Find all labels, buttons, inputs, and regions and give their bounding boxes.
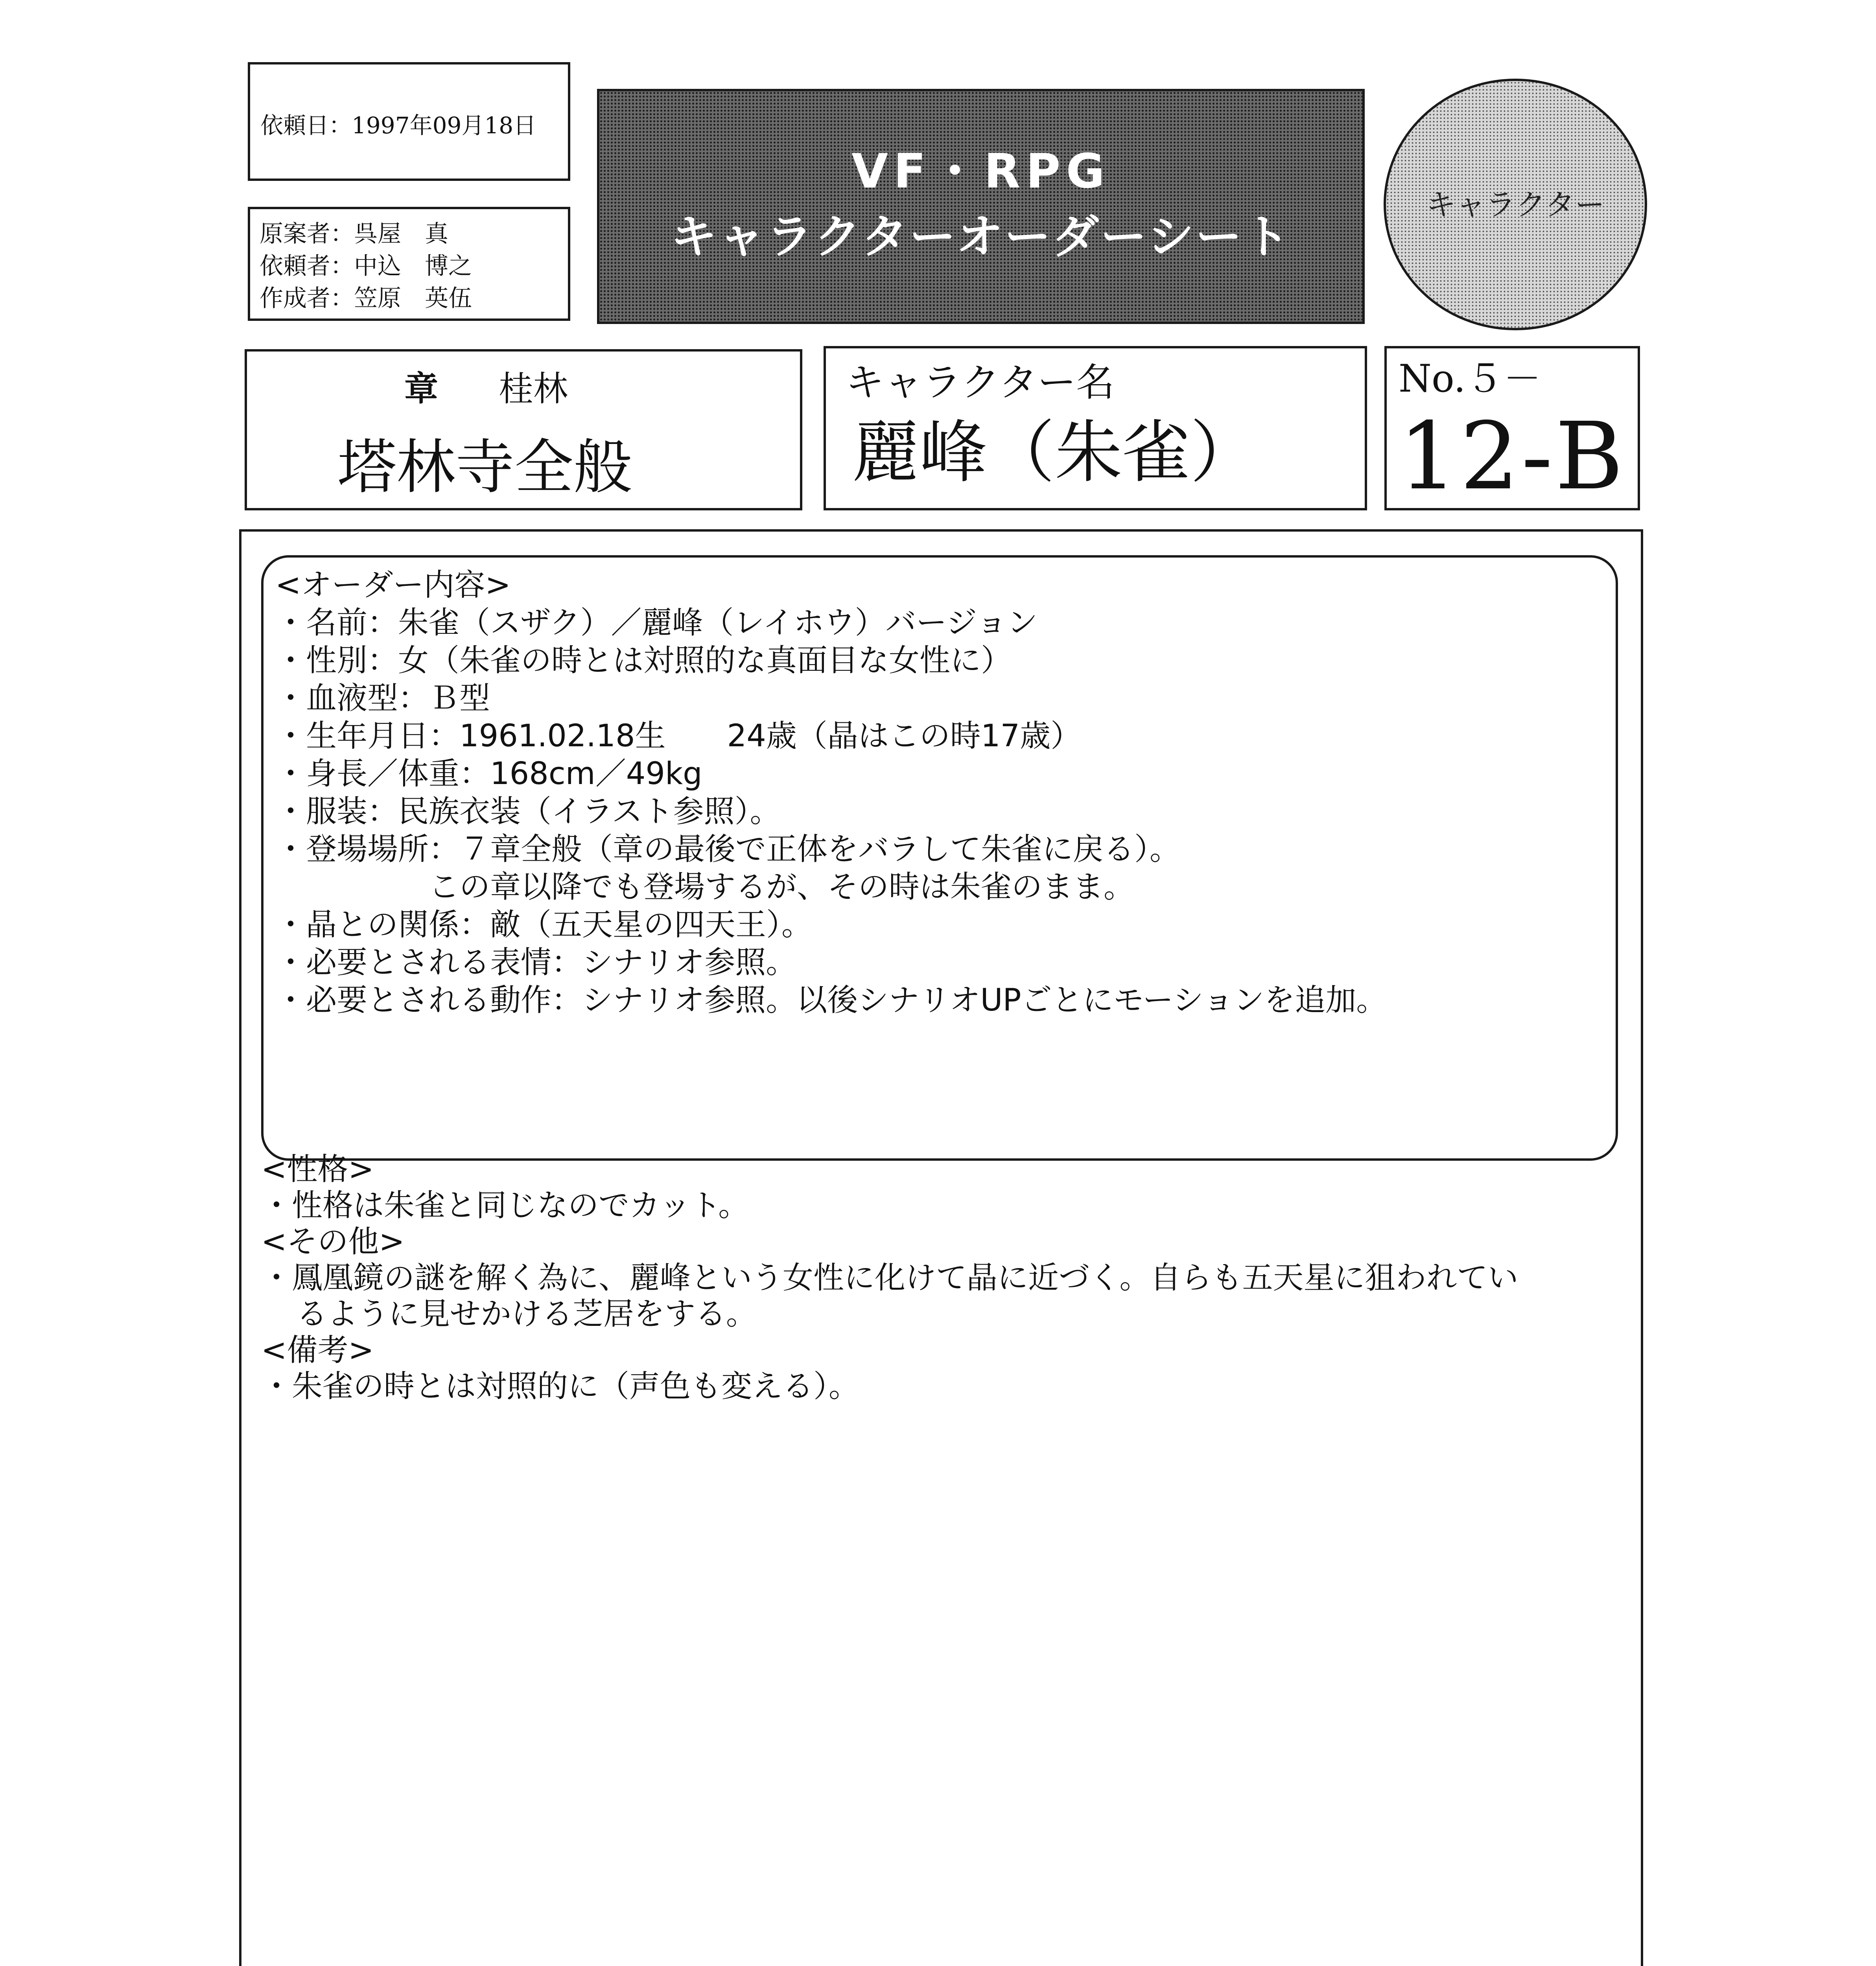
- order-line: ・登場場所：７章全般（章の最後で正体をバラして朱雀に戻る）。: [275, 832, 1181, 867]
- chapter-box: [245, 349, 802, 510]
- order-line: ・晶との関係：敵（五天星の四天王）。: [275, 907, 813, 943]
- order-line: ・身長／体重：168cm／49kg: [275, 756, 702, 792]
- order-line: ・必要とされる表情：シナリオ参照。: [275, 945, 797, 980]
- chapter-value: 塔林寺全般: [337, 433, 633, 502]
- personality-text: ・性格は朱雀と同じなのでカット。: [261, 1188, 749, 1223]
- order-line: ・性別：女（朱雀の時とは対照的な真面目な女性に）: [275, 643, 1012, 678]
- request-date-box: [248, 62, 570, 181]
- main-content-box: [239, 529, 1643, 1966]
- order-line: ・服装：民族衣装（イラスト参照）。: [275, 794, 781, 829]
- other-text: ・鳳凰鏡の謎を解く為に、麗峰という女性に化けて晶に近づく。自らも五天星に狙われてい: [261, 1260, 1518, 1296]
- order-line: ・血液型：Ｂ型: [275, 681, 490, 716]
- number-box: [1384, 346, 1640, 510]
- order-line: ・必要とされる動作：シナリオ参照。以後シナリオUPごとにモーションを追加。: [275, 983, 1387, 1018]
- title-banner: [597, 89, 1365, 324]
- notes-text: ・朱雀の時とは対照的に（声色も変える）。: [261, 1369, 860, 1404]
- personality-heading: <性格>: [261, 1152, 374, 1187]
- staff-line: 依頼者：中込 博之: [260, 252, 472, 280]
- character-name-label: キャラクター名: [846, 360, 1115, 405]
- order-details-panel: [261, 555, 1618, 1161]
- chapter-label: 章: [404, 369, 438, 409]
- character-name-box: [824, 346, 1367, 510]
- other-text: るように見せかける芝居をする。: [297, 1296, 757, 1332]
- title-line-1: VF・RPG: [851, 144, 1110, 199]
- staff-line: 作成者：笠原 英伍: [260, 285, 472, 312]
- number-value: 12-B: [1399, 402, 1626, 510]
- request-date: 依頼日：1997年09月18日: [260, 112, 536, 139]
- character-name-value: 麗峰（朱雀）: [852, 413, 1258, 492]
- order-line: この章以降でも登場するが、その時は朱雀のまま。: [275, 869, 1135, 905]
- order-heading: <オーダー内容>: [275, 567, 511, 603]
- staff-box: [248, 207, 570, 321]
- chapter-region: 桂林: [499, 368, 568, 409]
- character-type-badge: [1384, 79, 1647, 330]
- character-type-label: キャラクター: [1426, 187, 1605, 222]
- order-line: ・生年月日：1961.02.18生 24歳（晶はこの時17歳）: [275, 718, 1082, 754]
- other-heading: <その他>: [261, 1224, 405, 1259]
- title-line-2: キャラクターオーダーシート: [670, 210, 1292, 264]
- number-label: No.５－: [1399, 357, 1541, 401]
- order-line: ・名前：朱雀（スザク）／麗峰（レイホウ）バージョン: [275, 605, 1038, 641]
- notes-heading: <備考>: [261, 1333, 374, 1368]
- staff-line: 原案者：呉屋 真: [260, 220, 448, 248]
